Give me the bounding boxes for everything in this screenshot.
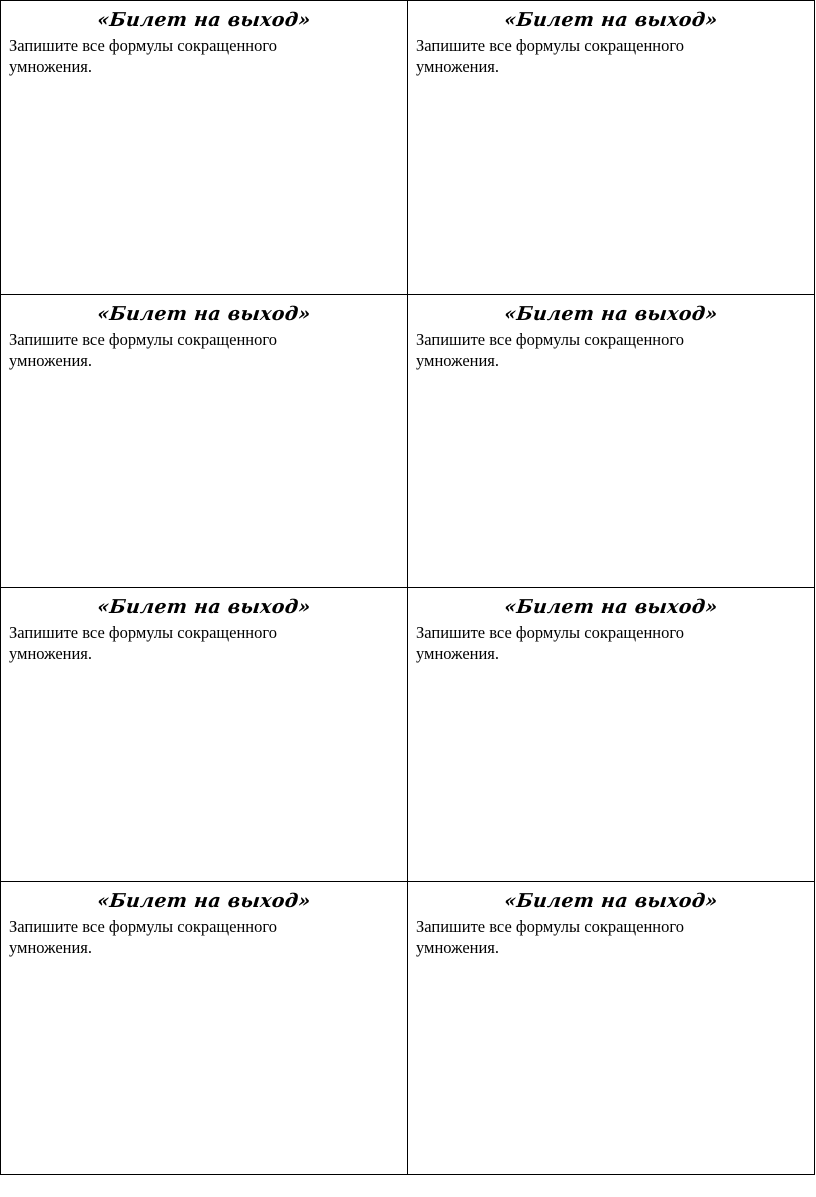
- ticket-task: Запишите все формулы сокращенного умножения.: [416, 329, 684, 370]
- ticket-task: Запишите все формулы сокращенного умножения.: [416, 916, 684, 957]
- ticket-task: Запишите все формулы сокращенного умножения.: [416, 623, 684, 663]
- ticket-card: [408, 588, 815, 882]
- ticket-task: Запишите все формулы сокращенного умножения.: [9, 623, 277, 663]
- ticket-task: Запишите все формулы сокращенного умножения.: [9, 329, 277, 370]
- ticket-title: «Билет на выход»: [503, 596, 719, 618]
- ticket-card: [408, 881, 815, 1175]
- ticket-title: «Билет на выход»: [96, 302, 312, 325]
- ticket-card: [1, 294, 408, 588]
- ticket-title: «Билет на выход»: [96, 9, 312, 31]
- ticket-card: [1, 881, 408, 1175]
- ticket-task: Запишите все формулы сокращенного умножения.: [9, 36, 277, 76]
- ticket-title: «Билет на выход»: [503, 9, 719, 31]
- ticket-title: «Билет на выход»: [503, 889, 719, 912]
- ticket-row: [1, 1, 815, 295]
- ticket-row: [1, 294, 815, 588]
- ticket-row: [1, 881, 815, 1175]
- ticket-title: «Билет на выход»: [96, 596, 312, 618]
- ticket-card: [408, 1, 815, 295]
- ticket-card: [1, 1, 408, 295]
- ticket-title: «Билет на выход»: [96, 889, 312, 912]
- ticket-task: Запишите все формулы сокращенного умножения.: [9, 916, 277, 957]
- ticket-row: [1, 588, 815, 882]
- ticket-card: [408, 294, 815, 588]
- ticket-task: Запишите все формулы сокращенного умножения.: [416, 36, 684, 76]
- ticket-title: «Билет на выход»: [503, 302, 719, 325]
- ticket-card: [1, 588, 408, 882]
